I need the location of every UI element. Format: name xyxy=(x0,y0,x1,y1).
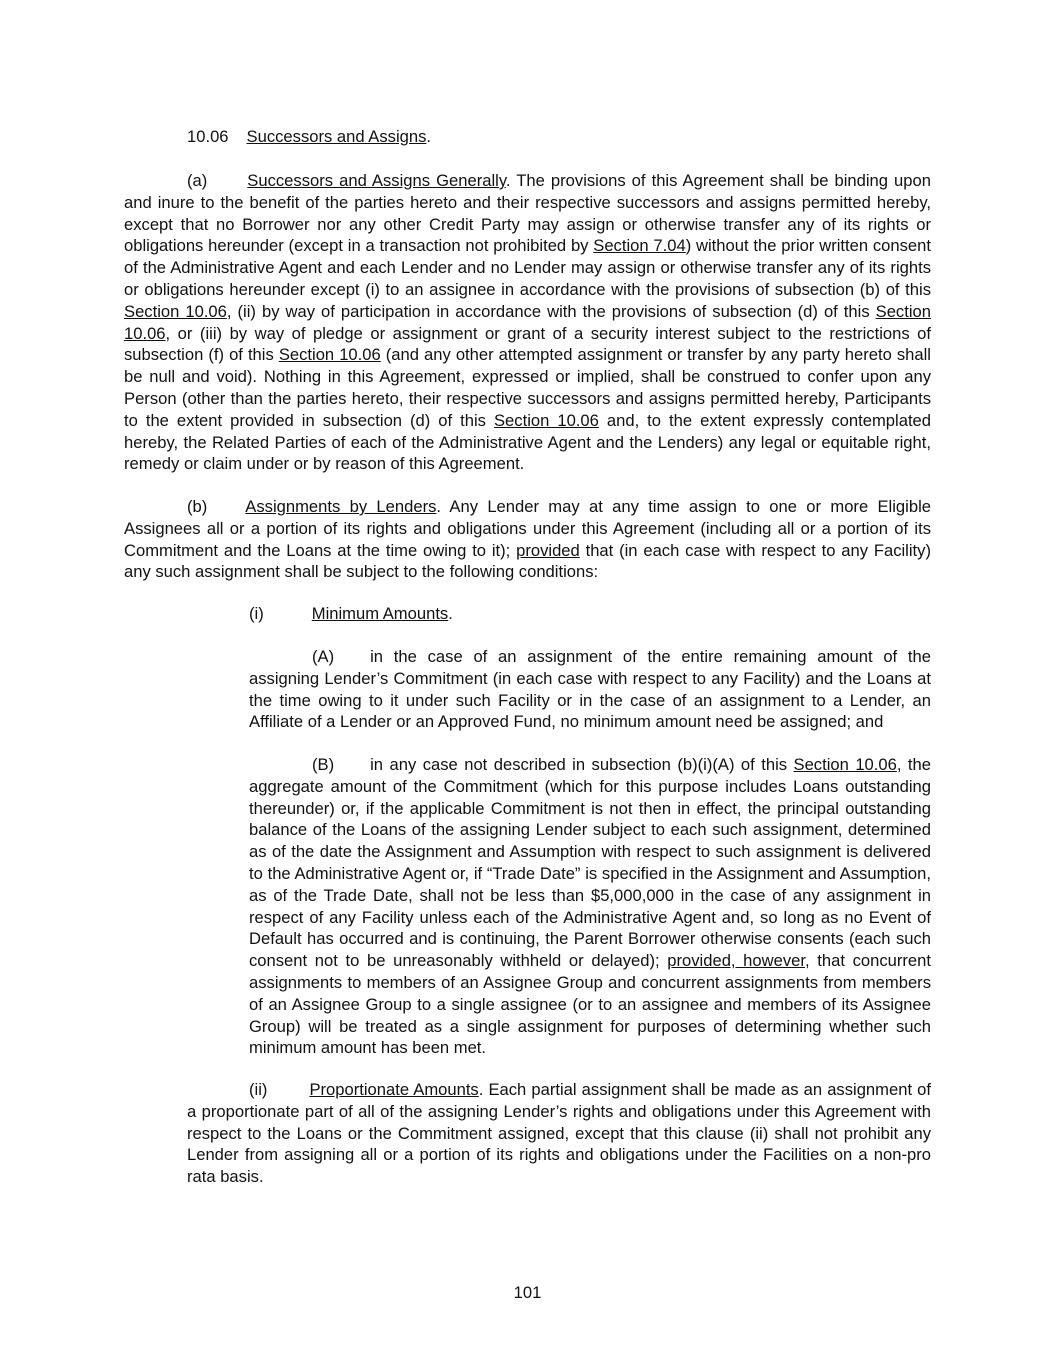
section-ref: Section 7.04 xyxy=(593,236,686,256)
paragraph-i-label: (i) xyxy=(249,604,264,623)
section-ref: Section 10.06 xyxy=(493,410,599,430)
paragraph-a-label: (a) xyxy=(187,171,208,190)
section-ref: Section 10.06 xyxy=(278,345,381,365)
paragraph-i: (i) Minimum Amounts. xyxy=(249,604,453,623)
paragraph-b-label: (b) xyxy=(187,497,208,516)
section-ref: Section 10.06 xyxy=(124,301,931,343)
section-ref: Section 10.06 xyxy=(124,301,227,321)
paragraph-b: (b) Assignments by Lenders. Any Lender may at any time assign to one or more Eligible Assignees all or a portion of its rights and obligations under this Agreement (including all or a portion of its Commitment and the Loans at the time owing to it); provided that (in each case with respect to any Facility) any such assignment shall be subject to the following conditions: xyxy=(124,497,931,582)
paragraph-ii: (ii) Proportionate Amounts. Each partial assignment shall be made as an assignment of a proportionate part of all of the assigning Lender’s rights and obligations under this Agreement with respect to the Loans or the Commitment assigned, except that this clause (ii) shall not prohibit any Lender from assigning all or a portion of its rights and obligations under the Facilities on a non-pro rata basis. xyxy=(187,1080,931,1187)
section-number: 10.06 xyxy=(187,127,229,146)
provided-however-term: provided, however xyxy=(667,951,805,971)
paragraph-i-heading: Minimum Amounts xyxy=(311,604,449,623)
paragraph-A-label: (A) xyxy=(312,647,335,666)
section-title: Successors and Assigns xyxy=(246,127,427,146)
paragraph-B-label: (B) xyxy=(312,755,335,774)
paragraph-ii-label: (ii) xyxy=(249,1080,268,1099)
page-number: 101 xyxy=(513,1283,542,1302)
section-heading: 10.06 Successors and Assigns. xyxy=(187,127,432,146)
paragraph-A: (A) in the case of an assignment of the entire remaining amount of the assigning Lender’s Commitment (in each case with respect to any Facility) and the Loans at the time owing to it under such Facility or in the case of an assignment to a Lender, an Affiliate of a Lender or an Approved Fund, no minimum amount need be assigned; and xyxy=(249,647,931,732)
paragraph-a-heading: Successors and Assigns Generally xyxy=(247,171,506,190)
paragraph-a: (a) Successors and Assigns Generally. The provisions of this Agreement shall be binding upon and inure to the benefit of the parties hereto and their respective successors and assigns permitted hereby, except that no Borrower nor any other Credit Party may assign or otherwise transfer any of its rights or obligations hereunder (except in a transaction not prohibited by Section 7.04) without the prior written consent of the Administrative Agent and each Lender and no Lender may assign or otherwise transfer any of its rights or obligations hereunder except (i) to an assignee in accordance with the provisions of subsection (b) of this Section 10.06, (ii) by way of participation in accordance with the provisions of subsection (d) of this Section 10.06, or (iii) by way of pledge or assignment or grant of a security interest subject to the restrictions of subsection (f) of this Section 10.06 (and any other attempted assignment or transfer by any party hereto shall be null and void). Nothing in this Agreement, expressed or implied, shall be construed to confer upon any Person (other than the parties hereto, their respective successors and assigns permitted hereby, Participants to the extent provided in subsection (d) of this Section 10.06 and, to the extent expressly contemplated hereby, the Related Parties of each of the Administrative Agent and the Lenders) any legal or equitable right, remedy or claim under or by reason of this Agreement. xyxy=(124,171,932,474)
provided-term: provided xyxy=(516,540,580,560)
paragraph-ii-heading: Proportionate Amounts xyxy=(309,1080,479,1099)
paragraph-b-heading: Assignments by Lenders xyxy=(245,497,437,516)
section-ref: Section 10.06 xyxy=(793,755,897,774)
paragraph-B: (B) in any case not described in subsection (b)(i)(A) of this Section 10.06, the aggregate amount of the Commitment (which for this purpose includes Loans outstanding thereunder) or, if the applicable Commitment is not then in effect, the principal outstanding balance of the Loans of the assigning Lender subject to each such assignment, determined as of the date the Assignment and Assumption with respect to such assignment is delivered to the Administrative Agent or, if “Trade Date” is specified in the Assignment and Assumption, as of the Trade Date, shall not be less than $5,000,000 in the case of any assignment in respect of any Facility unless each of the Administrative Agent and, so long as no Event of Default has occurred and is continuing, the Parent Borrower otherwise consents (each such consent not to be unreasonably withheld or delayed); provided, however, that concurrent assignments to members of an Assignee Group and concurrent assignments from members of an Assignee Group to a single assignee (or to an assignee and members of its Assignee Group) will be treated as a single assignment for purposes of determining whether such minimum amount has been met. xyxy=(249,755,931,1058)
